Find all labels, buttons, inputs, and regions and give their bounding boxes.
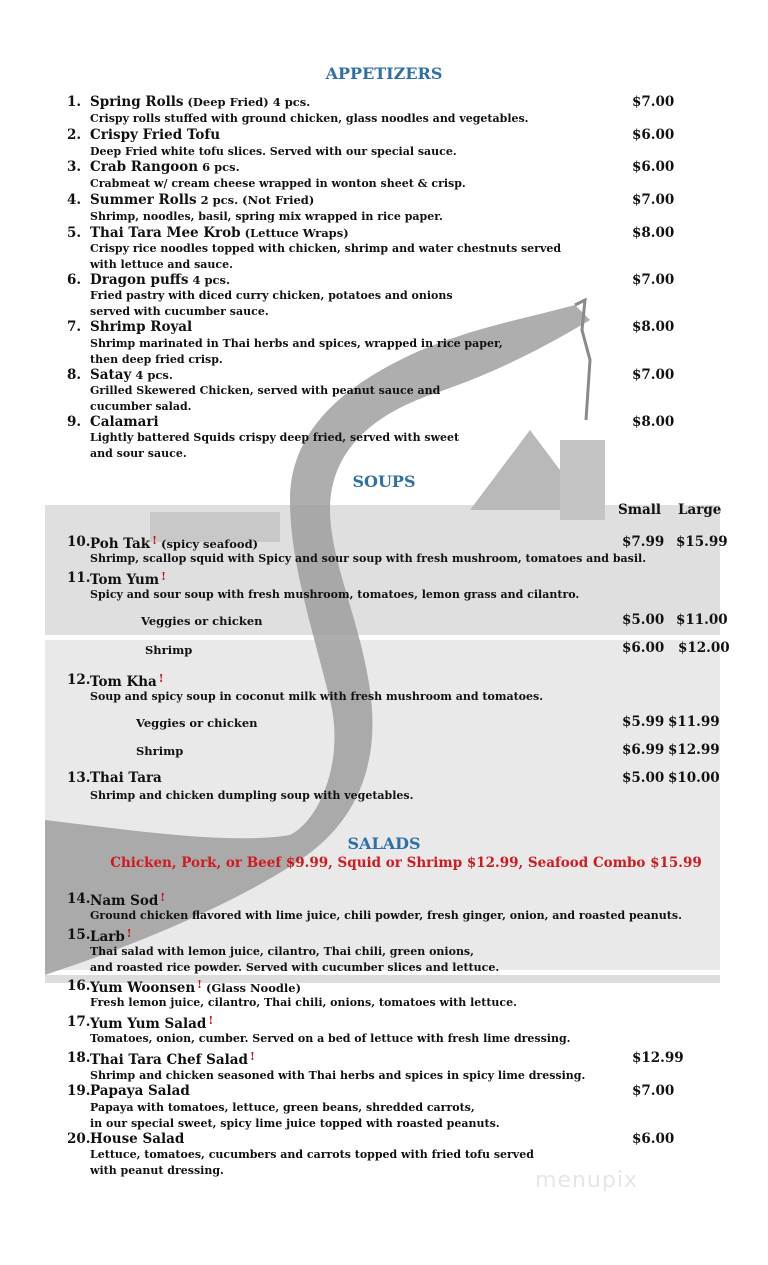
item-name: Thai Tara Mee Krob (Lettuce Wraps): [90, 225, 349, 241]
item-number: 12.: [67, 672, 91, 688]
item-number: 20.: [67, 1131, 91, 1147]
item-description: Tomatoes, onion, cumber. Served on a bed of lettuce with fresh lime dressing.: [90, 1032, 571, 1045]
item-description: Fresh lemon juice, cilantro, Thai chili, onions, tomatoes with lettuce.: [90, 996, 517, 1009]
small-price: $5.00: [622, 612, 665, 628]
item-description: Shrimp, scallop squid with Spicy and sour soup with fresh mushroom, tomatoes and basil.: [90, 552, 647, 565]
spicy-icon: !: [208, 1014, 214, 1027]
small-price: $5.99: [622, 714, 665, 730]
item-number: 2.: [67, 127, 82, 143]
item-number: 11.: [67, 570, 91, 586]
item-number: 14.: [67, 891, 91, 907]
item-number: 18.: [67, 1050, 91, 1066]
item-description: Deep Fried white tofu slices. Served with our special sauce.: [90, 145, 457, 158]
spicy-icon: !: [161, 570, 166, 583]
option-label: Shrimp: [145, 643, 193, 657]
item-number: 10.: [67, 534, 91, 550]
item-price: $7.00: [632, 94, 675, 110]
item-name: Spring Rolls (Deep Fried) 4 pcs.: [90, 94, 311, 110]
item-name: Thai Tara Chef Salad !: [90, 1050, 255, 1068]
item-number: 19.: [67, 1083, 91, 1099]
item-description: Soup and spicy soup in coconut milk with fresh mushroom and tomatoes.: [90, 690, 544, 703]
option-label: Shrimp: [136, 744, 184, 758]
item-description: Shrimp and chicken dumpling soup with vegetables.: [90, 789, 414, 802]
item-description: Thai salad with lemon juice, cilantro, Thai chili, green onions, and roasted rice powder. Served with cucumber slices and lettuce.: [90, 945, 500, 974]
large-price: $11.00: [676, 612, 728, 628]
small-column-header: Small: [618, 502, 662, 518]
item-number: 7.: [67, 319, 82, 335]
option-label: Veggies or chicken: [141, 614, 263, 628]
item-description: Shrimp, noodles, basil, spring mix wrapped in rice paper.: [90, 210, 443, 223]
item-name: Summer Rolls 2 pcs. (Not Fried): [90, 192, 315, 208]
item-description: Shrimp marinated in Thai herbs and spices, wrapped in rice paper, then deep fried crisp.: [90, 337, 503, 366]
large-price: $12.00: [678, 640, 730, 656]
item-description: Crispy rolls stuffed with ground chicken, glass noodles and vegetables.: [90, 112, 529, 125]
item-price: $6.00: [632, 127, 675, 143]
spicy-icon: !: [249, 1050, 255, 1063]
item-number: 15.: [67, 927, 91, 943]
item-description: Crabmeat w/ cream cheese wrapped in wonton sheet & crisp.: [90, 177, 466, 190]
item-number: 4.: [67, 192, 82, 208]
item-name: Tom Kha !: [90, 672, 164, 690]
large-price: $15.99: [676, 534, 728, 550]
item-description: Ground chicken flavored with lime juice, chili powder, fresh ginger, onion, and roasted peanuts.: [90, 909, 682, 922]
item-description: Fried pastry with diced curry chicken, potatoes and onions served with cucumber sauce.: [90, 289, 453, 318]
item-description: Grilled Skewered Chicken, served with peanut sauce and cucumber salad.: [90, 384, 441, 413]
item-number: 8.: [67, 367, 82, 383]
large-price: $10.00: [668, 770, 720, 786]
item-number: 6.: [67, 272, 82, 288]
salads-price-note: Chicken, Pork, or Beef $9.99, Squid or Shrimp $12.99, Seafood Combo $15.99: [110, 855, 702, 871]
item-description: Lettuce, tomatoes, cucumbers and carrots topped with fried tofu served with peanut dressing.: [90, 1148, 534, 1177]
small-price: $6.00: [622, 640, 665, 656]
item-name: Shrimp Royal: [90, 319, 193, 335]
spicy-icon: !: [158, 672, 164, 685]
item-name: Thai Tara: [90, 770, 162, 786]
item-price: $8.00: [632, 225, 675, 241]
item-name: Nam Sod !: [90, 891, 166, 909]
item-name: Dragon puffs 4 pcs.: [90, 272, 230, 288]
item-name: Calamari: [90, 414, 159, 430]
item-description: Crispy rice noodles topped with chicken, shrimp and water chestnuts served with lettuce and sauce.: [90, 242, 562, 271]
item-name: Poh Tak ! (spicy seafood): [90, 534, 259, 552]
item-number: 1.: [67, 94, 82, 110]
item-number: 16.: [67, 978, 91, 994]
menupix-watermark: menupix: [535, 1168, 638, 1193]
item-name: Satay 4 pcs.: [90, 367, 173, 383]
item-price: $12.99: [632, 1050, 684, 1066]
spicy-icon: !: [160, 891, 166, 904]
spicy-icon: !: [152, 534, 158, 547]
item-price: $7.00: [632, 1083, 675, 1099]
small-price: $6.99: [622, 742, 665, 758]
item-name: House Salad: [90, 1131, 185, 1147]
large-price: $12.99: [668, 742, 720, 758]
item-name: Crab Rangoon 6 pcs.: [90, 159, 240, 175]
item-price: $7.00: [632, 192, 675, 208]
large-price: $11.99: [668, 714, 720, 730]
spicy-icon: !: [197, 978, 202, 991]
small-price: $5.00: [622, 770, 665, 786]
item-number: 5.: [67, 225, 82, 241]
item-number: 9.: [67, 414, 82, 430]
item-name: Tom Yum !: [90, 570, 166, 588]
item-description: Lightly battered Squids crispy deep fried, served with sweet and sour sauce.: [90, 431, 460, 460]
item-name: Crispy Fried Tofu: [90, 127, 221, 143]
item-price: $6.00: [632, 1131, 675, 1147]
appetizers-heading: APPETIZERS: [325, 64, 443, 83]
item-price: $8.00: [632, 414, 675, 430]
spicy-icon: !: [126, 927, 132, 940]
small-price: $7.99: [622, 534, 665, 550]
item-price: $7.00: [632, 272, 675, 288]
item-number: 3.: [67, 159, 82, 175]
soups-heading: SOUPS: [352, 472, 416, 491]
item-price: $6.00: [632, 159, 675, 175]
large-column-header: Large: [678, 502, 722, 518]
item-description: Shrimp and chicken seasoned with Thai herbs and spices in spicy lime dressing.: [90, 1069, 586, 1082]
item-name: Papaya Salad: [90, 1083, 190, 1099]
item-price: $7.00: [632, 367, 675, 383]
item-description: Spicy and sour soup with fresh mushroom, tomatoes, lemon grass and cilantro.: [90, 588, 580, 601]
item-description: Papaya with tomatoes, lettuce, green beans, shredded carrots, in our special sweet, spicy lime juice topped with roasted peanuts.: [90, 1101, 500, 1130]
item-price: $8.00: [632, 319, 675, 335]
item-name: Larb !: [90, 927, 132, 945]
option-label: Veggies or chicken: [136, 716, 258, 730]
item-name: Yum Woonsen ! (Glass Noodle): [90, 978, 302, 996]
item-name: Yum Yum Salad !: [90, 1014, 214, 1032]
item-number: 17.: [67, 1014, 91, 1030]
salads-heading: SALADS: [347, 834, 421, 853]
item-number: 13.: [67, 770, 91, 786]
